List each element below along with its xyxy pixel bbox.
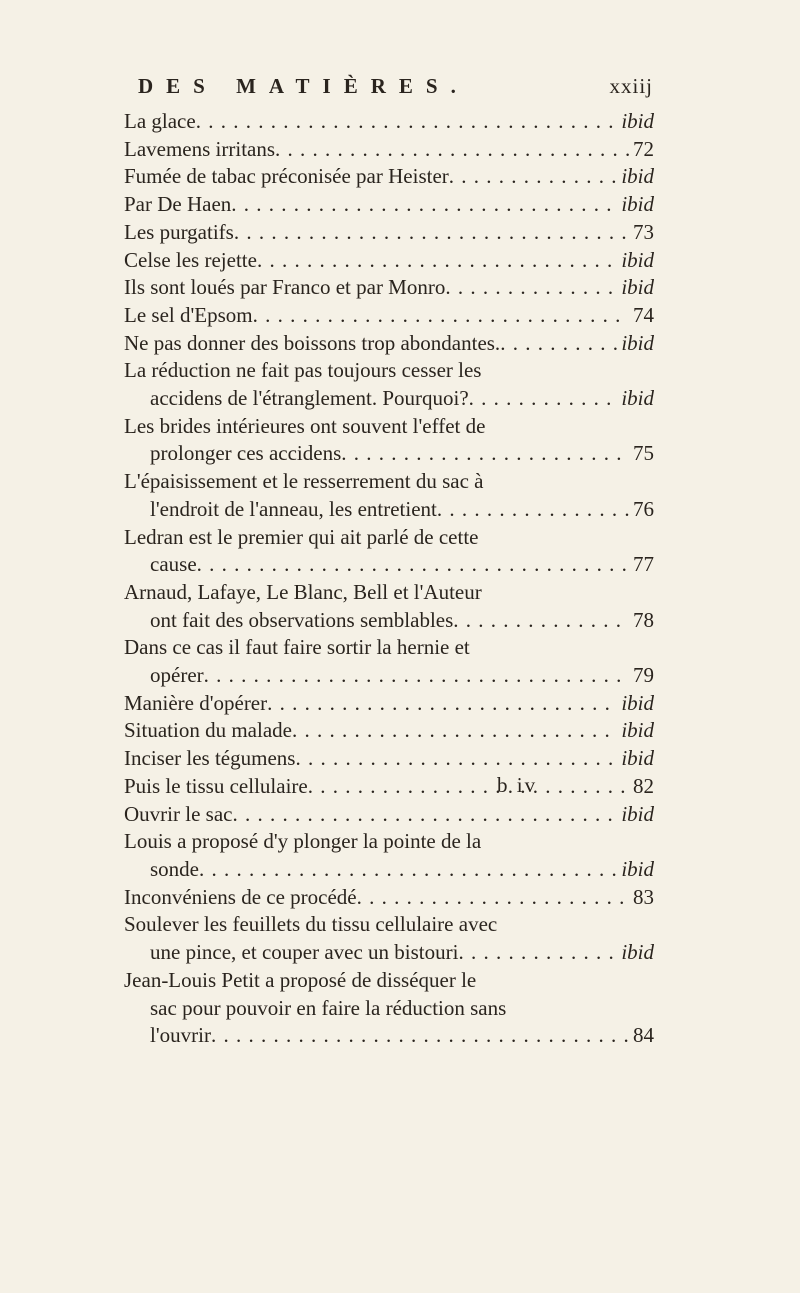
- toc-entry-line: [124, 357, 654, 385]
- toc-entry-line: [124, 856, 654, 884]
- toc-entry: [124, 773, 654, 801]
- dot-leader: [292, 717, 617, 745]
- toc-entry-line: [124, 634, 654, 662]
- toc-entry-page: 73: [633, 219, 654, 244]
- toc-entry-text: Ledran est le premier qui ait parlé de cette: [124, 524, 479, 549]
- toc-entry-page: 84: [633, 1023, 654, 1048]
- toc-entry-page: ibid: [621, 275, 654, 300]
- toc-entry: [124, 191, 654, 219]
- toc-entry-line: [124, 717, 654, 745]
- dot-leader: [458, 939, 617, 967]
- toc-entry: [124, 967, 654, 1050]
- toc-entry: [124, 136, 654, 164]
- toc-entry-text: Manière d'opérer: [124, 690, 268, 715]
- toc-entry: [124, 884, 654, 912]
- toc-entry-page: ibid: [621, 386, 654, 411]
- toc-entry: [124, 274, 654, 302]
- toc-entry-text: une pince, et couper avec un bistouri: [150, 940, 459, 965]
- toc-entry-text: opérer: [150, 663, 204, 688]
- toc-entry-line: [124, 911, 654, 939]
- toc-entry-page: 83: [633, 884, 654, 909]
- toc-entry-text: Ne pas donner des boissons trop abondantes.: [124, 330, 501, 355]
- header-title: DES MATIÈRES.: [138, 74, 469, 98]
- toc-entry-line: [124, 247, 654, 275]
- toc-entry-page: 78: [633, 607, 654, 632]
- dot-leader: [469, 385, 618, 413]
- toc-entry-text: Inciser les tégumens: [124, 746, 296, 771]
- toc-entry-page: 79: [633, 663, 654, 688]
- header-page-number: xxiij: [609, 74, 653, 98]
- dot-leader: [204, 662, 629, 690]
- toc-entry-page: 76: [633, 496, 654, 521]
- toc-entry-line: [124, 136, 654, 164]
- toc-entry-text: sonde: [150, 856, 199, 881]
- dot-leader: [437, 496, 629, 524]
- toc-entry: [124, 468, 654, 523]
- toc-entry-line: [124, 607, 654, 635]
- toc-entry-line: [124, 108, 654, 136]
- toc-entry-page: 72: [633, 136, 654, 161]
- toc-entry-line: [124, 995, 654, 1023]
- dot-leader: [211, 1022, 629, 1050]
- toc-entry-line: [124, 662, 654, 690]
- toc-entry-text: Les purgatifs: [124, 219, 234, 244]
- toc-entry-page: ibid: [621, 109, 654, 133]
- toc-entry-page: ibid: [621, 247, 654, 272]
- toc-entry-text: l'ouvrir: [150, 1023, 211, 1048]
- toc-entry-text: La glace: [124, 109, 196, 133]
- toc-entry-line: [124, 551, 654, 579]
- dot-leader: [275, 136, 629, 164]
- toc-entry-line: [124, 884, 654, 912]
- toc-entry: [124, 163, 654, 191]
- toc-entry-line: [124, 274, 654, 302]
- toc-entry: [124, 911, 654, 966]
- toc-entry-text: cause: [150, 552, 197, 577]
- table-of-contents: [124, 108, 654, 1050]
- toc-entry-line: [124, 745, 654, 773]
- toc-entry-text: l'endroit de l'anneau, les entretient: [150, 496, 437, 521]
- dot-leader: [232, 801, 617, 829]
- toc-entry-text: Par De Haen: [124, 192, 232, 217]
- toc-entry-page: 75: [633, 441, 654, 466]
- toc-entry-text: accidens de l'étranglement. Pourquoi?: [150, 386, 469, 411]
- toc-entry: [124, 745, 654, 773]
- toc-entry-text: Dans ce cas il faut faire sortir la hernie et: [124, 635, 470, 660]
- toc-entry-line: [124, 385, 654, 413]
- toc-entry: [124, 801, 654, 829]
- toc-entry-text: ont fait des observations semblables: [150, 607, 454, 632]
- toc-entry-line: [124, 939, 654, 967]
- dot-leader: [295, 745, 617, 773]
- dot-leader: [500, 330, 617, 358]
- running-header: [138, 74, 653, 104]
- toc-entry: [124, 357, 654, 412]
- toc-entry: [124, 330, 654, 358]
- dot-leader: [257, 247, 617, 275]
- toc-entry: [124, 413, 654, 468]
- toc-entry-line: [124, 828, 654, 856]
- toc-entry-page: ibid: [621, 746, 654, 771]
- dot-leader: [196, 108, 618, 136]
- toc-entry-text: Soulever les feuillets du tissu cellulaire avec: [124, 912, 498, 937]
- toc-entry-text: Arnaud, Lafaye, Le Blanc, Bell et l'Auteur: [124, 579, 482, 604]
- toc-entry-page: ibid: [621, 940, 654, 965]
- toc-entry-line: [124, 219, 654, 247]
- toc-entry: [124, 579, 654, 634]
- toc-entry-line: [124, 302, 654, 330]
- dot-leader: [267, 690, 617, 718]
- toc-entry-text: Situation du malade: [124, 718, 292, 743]
- toc-entry-line: [124, 801, 654, 829]
- toc-entry-text: Celse les rejette: [124, 247, 257, 272]
- toc-entry-line: [124, 579, 654, 607]
- signature-mark: b iv: [497, 773, 538, 797]
- toc-entry: [124, 690, 654, 718]
- toc-entry-text: Inconvéniens de ce procédé: [124, 884, 357, 909]
- dot-leader: [341, 440, 629, 468]
- dot-leader: [234, 219, 629, 247]
- toc-entry: [124, 108, 654, 136]
- toc-entry-text: Louis a proposé d'y plonger la pointe de la: [124, 829, 482, 854]
- toc-entry-line: [124, 967, 654, 995]
- toc-entry-text: Le sel d'Epsom: [124, 302, 253, 327]
- toc-entry-text: Ils sont loués par Franco et par Monro: [124, 275, 446, 300]
- toc-entry-line: [124, 773, 654, 801]
- dot-leader: [357, 884, 629, 912]
- toc-entry-page: ibid: [621, 192, 654, 217]
- toc-entry-page: ibid: [621, 330, 654, 355]
- toc-entry-page: ibid: [621, 718, 654, 743]
- toc-entry-line: [124, 524, 654, 552]
- toc-entry-page: 74: [633, 302, 654, 327]
- toc-entry-page: ibid: [621, 801, 654, 826]
- toc-entry-text: Les brides intérieures ont souvent l'effet de: [124, 413, 486, 438]
- toc-entry-line: [124, 468, 654, 496]
- toc-entry: [124, 247, 654, 275]
- dot-leader: [308, 773, 629, 801]
- toc-entry-text: sac pour pouvoir en faire la réduction sans: [150, 995, 507, 1020]
- toc-entry-page: ibid: [621, 690, 654, 715]
- toc-entry-line: [124, 1022, 654, 1050]
- toc-entry: [124, 219, 654, 247]
- toc-entry-page: 77: [633, 552, 654, 577]
- toc-entry-page: ibid: [621, 164, 654, 189]
- dot-leader: [453, 607, 629, 635]
- toc-entry-text: La réduction ne fait pas toujours cesser les: [124, 358, 482, 383]
- toc-entry-line: [124, 690, 654, 718]
- toc-entry-text: prolonger ces accidens: [150, 441, 342, 466]
- toc-entry-line: [124, 163, 654, 191]
- toc-entry-line: [124, 413, 654, 441]
- toc-entry-page: ibid: [621, 856, 654, 881]
- toc-entry: [124, 634, 654, 689]
- toc-entry-text: Ouvrir le sac: [124, 801, 233, 826]
- toc-entry-text: Fumée de tabac préconisée par Heister: [124, 164, 449, 189]
- toc-entry: [124, 524, 654, 579]
- dot-leader: [199, 856, 617, 884]
- dot-leader: [197, 551, 629, 579]
- toc-entry-line: [124, 330, 654, 358]
- toc-entry: [124, 302, 654, 330]
- toc-entry-line: [124, 440, 654, 468]
- dot-leader: [231, 191, 617, 219]
- toc-entry-text: Lavemens irritans: [124, 136, 276, 161]
- toc-entry: [124, 828, 654, 883]
- toc-entry-page: 82: [633, 773, 654, 798]
- toc-entry-text: L'épaisissement et le resserrement du sac à: [124, 469, 484, 494]
- toc-entry-line: [124, 496, 654, 524]
- toc-entry-line: [124, 191, 654, 219]
- dot-leader: [253, 302, 629, 330]
- dot-leader: [449, 163, 618, 191]
- dot-leader: [445, 274, 617, 302]
- toc-entry-text: Puis le tissu cellulaire: [124, 773, 308, 798]
- toc-entry: [124, 717, 654, 745]
- toc-entry-text: Jean-Louis Petit a proposé de disséquer le: [124, 967, 477, 992]
